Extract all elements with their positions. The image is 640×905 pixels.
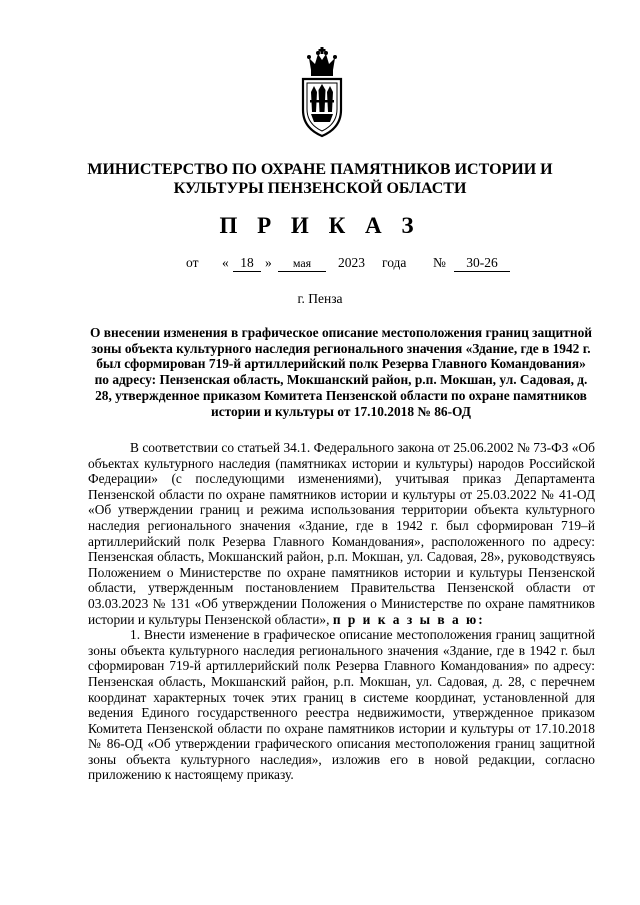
order-number: 30-26 [454, 255, 510, 272]
year-label: года [382, 255, 407, 270]
document-type: П Р И К А З [219, 213, 421, 238]
order-dateline [186, 255, 526, 275]
coat-of-arms-icon [299, 46, 345, 138]
order-word: п р и к а з ы в а ю: [332, 611, 485, 627]
preamble-text: В соответствии со статьей 34.1. Федерального закона от 25.06.2002 № 73-ФЗ «Об объектах культурного наследия (памятниках истории и культуры) народов Российской Федерации» (с последующими изменениями), учитывая приказ Департамента Пензенской области по охране памятников истории и культуры от 25.03.2022 № 41-ОД «Об утверждении границ и режима использования территории объекта культурного наследия регионального значения «Здание, где в 1942 г. был сформирован 719–й артиллерийский полк Резерва Главного Командования», расположенного по адресу: Пензенская область, Мокшанский район, р.п. Мокшан, ул. Садовая, 28», руководствуясь Положением о Министерстве по охране памятников истории и культуры Пензенской области, утвержденным постановлением Правительства Пензенской области от 03.03.2023 № 131 «Об утверждении Положения о Министерстве по охране памятников истории и культуры Пензенской области», [88, 440, 595, 627]
item-1-paragraph: 1. Внести изменение в графическое описание местоположения границ защитной зоны объекта культурного наследия регионального значения «Здание, где в 1942 г. был сформирован 719-й артиллерийский полк Резерва Главного Командования» по адресу: Пензенская область, Мокшанский район, р.п. Мокшан, ул. Садовая, д. 28, с перечнем координат характерных точек этих границ в системе координат, установленной для ведения Единого государственного реестра недвижимости, утвержденное приказом Комитета Пензенской области по охране памятников истории и культуры от 17.10.2018 № 86-ОД «Об утверждении графического описания местоположения границ защитной зоны объекта культурного наследия», изложив его в новой редакции, согласно приложению к настоящему приказу. [88, 627, 595, 783]
ministry-name: МИНИСТЕРСТВО ПО ОХРАНЕ ПАМЯТНИКОВ ИСТОРИИ И КУЛЬТУРЫ ПЕНЗЕНСКОЙ ОБЛАСТИ [87, 161, 553, 197]
order-year: 2023 [338, 255, 365, 270]
order-body [88, 440, 595, 783]
order-month: мая [278, 255, 326, 272]
city: г. Пенза [297, 291, 343, 306]
date-quote-close: » [265, 255, 272, 270]
preamble-paragraph [88, 440, 595, 627]
order-day: 18 [233, 255, 261, 272]
date-from-label: от [186, 255, 199, 270]
order-subject: О внесении изменения в графическое описание местоположения границ защитной зоны объекта культурного наследия регионального значения «Здание, где в 1942 г. был сформирован 719-й артиллерийский полк Резерва Главного Командования» по адресу: Пензенская область, Мокшанский район, р.п. Мокшан, ул. Садовая, д. 28, утвержденное приказом Комитета Пензенской области по охране памятников истории и культуры от 17.10.2018 № 86-ОД [90, 325, 592, 419]
date-quote-open: « [222, 255, 229, 270]
number-label: № [433, 255, 446, 270]
